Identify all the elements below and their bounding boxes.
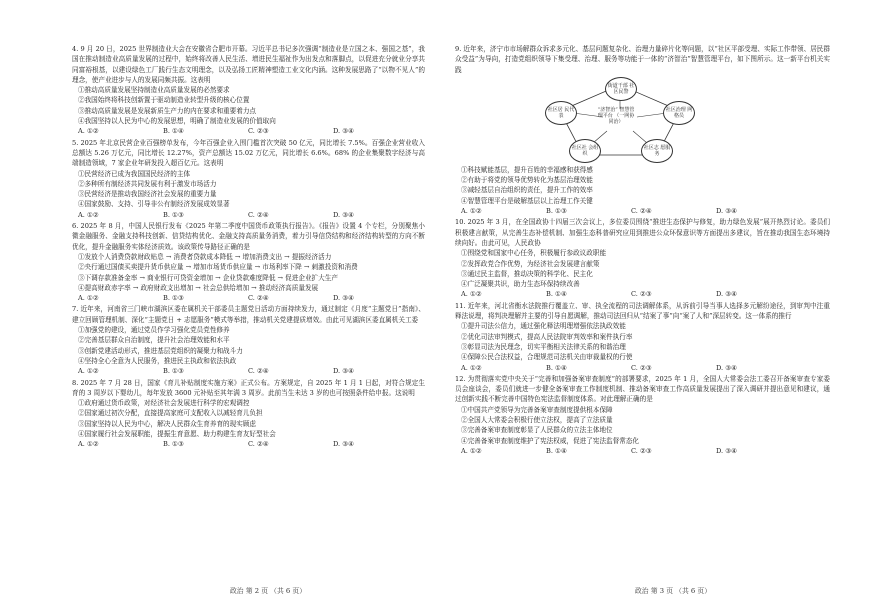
choice-a: A. ①②: [78, 210, 99, 219]
answer-choices: [72, 366, 425, 376]
choice-d: D. ③④: [333, 127, 355, 136]
option: ③国家坚持以人民为中心，解决人民群众生育养育的现实顾虑: [78, 419, 257, 428]
question-10: [455, 217, 830, 299]
diagram-node-left: 社区居 民代表: [545, 101, 577, 125]
option: ①民营经济已成为我国国民经济的主体: [78, 169, 191, 178]
choice-d: D. ③④: [333, 440, 355, 449]
option: ②国家通过初次分配，直接提高家庭可支配收入以减轻育儿负担: [78, 409, 263, 418]
option: ②优化司法审判模式，提高人民法院审判效率和案件执行率: [461, 332, 633, 341]
choice-c: C. ②③: [248, 127, 269, 136]
choice-a: A. ①②: [461, 207, 482, 216]
choice-a: A. ①②: [461, 363, 482, 372]
question-stem: 4. 9 月 20 日，2025 世界制造业大会在安徽省合肥市开幕。习近平总书记多次强调“制造业是立国之本、强国之基”，我国在推动制造业高质量发展的过程中，始终将改善人民生活、增进民生福祉作为出发点和落脚点，以促进充分就业分享共同富裕根基，以建设绿色工厂践行生态文明理念，以及弘扬工匠精神塑造工业文化内涵。这种发展思路了“以物不见人”的理念，使产业进步与人的发展同频共振。这表明: [72, 45, 425, 84]
diagram-node-top: 街道干部 社区民警: [605, 77, 637, 101]
answer-choices: [72, 126, 425, 136]
choice-d: D. ③④: [333, 367, 355, 376]
choice-b: B. ①④: [163, 127, 184, 136]
question-7: [72, 304, 425, 376]
choice-c: C. ②④: [248, 210, 269, 219]
diagram-center-label: “济智治” 智慧管理平台 （一网协同治）: [597, 106, 635, 125]
question-stem: 11. 近年来，河北省衡水法院推行覆盖立、审、执全流程的司法调解体系，从诉前引导当事人选择多元解纷途径，到审判中注重释法说理，将判决理解并主要的引导自愿调解，推动司法回归从“结案了事”向“案了人和”深层转变。这一体系的推行: [455, 301, 830, 321]
question-stem: 12. 为贯彻落实党中央关于“完善和加强备案审查制度”的部署要求，2025 年 1 月，全国人大常委会法工委召开备案审查专家委员会座谈会，委员们就进一步健全备案审查工作制度机制、推动备案审查工作高质量发展提出了深入调研并提出意见和建议，通过创新实践不断完善中国特色宪法监督制度体系。对此理解正确的是: [455, 374, 830, 404]
diagram-node-bottom-left: 社区社 会组织: [569, 139, 601, 163]
option: ①中国共产党领导为完善备案审查制度提供根本保障: [461, 405, 613, 414]
choice-d: D. ③④: [716, 363, 738, 372]
option: ②发挥政党合作优势，为经济社会发展建言献策: [461, 259, 600, 268]
question-8: [72, 378, 425, 450]
option: ①科技赋能基层，提升百姓的幸福感和获得感: [461, 165, 593, 174]
page-footer: 政治 第 3 页 （共 6 页）: [635, 587, 711, 595]
choice-c: C. ②③: [631, 363, 652, 372]
option: ③彰显司法为民理念，切实平衡相关法律关系的和谐治理: [461, 342, 626, 351]
choice-a: A. ①②: [78, 367, 99, 376]
option: ②完善基层群众自治制度，提升社会治理效能和水平: [78, 336, 230, 345]
question-5: [72, 138, 425, 220]
option: ④智慧管理平台是破解基层以上治理工作关键: [461, 196, 593, 205]
option: ②有助于将党的领导优势转化为基层治理效能: [461, 176, 593, 185]
question-stem: 8. 2025 年 7 月 28 日，国家《育儿补贴制度实施方案》正式公布。方案规定，自 2025 年 1 月 1 日起，对符合规定生育的 3 周岁以下婴幼儿，每年发放 3600 元补贴至其年满 3 周岁。此前当生未达 3 岁的也可按照条件给申报。这说明: [72, 378, 425, 397]
question-12: [455, 374, 830, 456]
answer-choices: [455, 206, 830, 216]
answer-choices: [72, 293, 425, 303]
option: ②多种所有制经济共同发展有利于激发市场活力: [78, 179, 217, 188]
option: ③通过民主监督，推动决策的科学化、民主化: [461, 269, 593, 278]
question-stem: 7. 近年来，河南省三门峡市湖滨区委在属机关干部委员主题党日活动方面持续发力，通过制定《月度“主题党日”指南》、建立回顾管理机制、深化“主题党日 + 志愿服务”模式等举措，推动机关党建提质增效。由此可见湖滨区委直属机关工委: [72, 305, 425, 324]
option: ①发放个人消费贷款财政贴息 → 消费者贷款成本降低 → 增加消费支出 → 提振经济活力: [78, 252, 332, 261]
choice-d: D. ③④: [716, 290, 738, 299]
option: ①政府通过货币政策，对经济社会发展进行科学的宏观调控: [78, 399, 250, 408]
question-stem: 9. 近年来，济宁市市场解群众诉求多元化、基层问题复杂化、治理力量碎片化等问题，以“社区平部受理、实际工作带领、居民群众受益”为导向，打造党组织领导下集受理、治理、服务等功能于一体的“济智治”智慧管理平台，如下图所示。这一新平台机关实践: [455, 45, 830, 74]
choice-b: B. ①③: [546, 207, 567, 216]
option: ②我国始终将科技创新置于驱动制造业转型升级的核心位置: [78, 96, 250, 105]
choice-d: D. ③④: [333, 210, 355, 219]
question-6: [72, 221, 425, 303]
answer-choices: [455, 446, 830, 456]
option: ①加强党的建设，通过党员作学习强化党员党性修养: [78, 326, 230, 335]
choice-c: C. ②④: [248, 294, 269, 303]
diagram-node-bottom-right: 社区志 愿服务: [641, 139, 673, 163]
question-stem: 5. 2025 年北京民营企业百强榜单发布，今年百强企业入围门槛首次突破 50 亿元，同比增长 7.5%。百强企业营业收入总额达 5.26 万亿元，同比增长 12.27%，资产总额达 15.02 万亿元，同比增长 6.6%。68% 的企业集聚数字经济与高端制造领域，7 家企业年研发投入超百亿元。这表明: [72, 138, 425, 168]
question-stem: 10. 2025 年 3 月，在全国政协十四届三次会议上，多位委员围绕“推进生态保护与修复，助力绿色发展”展开热烈讨论。委员们积极建言献策，从完善生态补偿机制、加强生态科普研究应用到推进公众环保意识等方面提出多建议，旨在推动我国生态环境持续向好。由此可见，人民政协: [455, 218, 830, 247]
choice-a: A. ①②: [461, 290, 482, 299]
choice-c: C. ②③: [631, 446, 652, 455]
option: ②央行通过国债买卖提升货币供应量 → 增加市场货币供应量 → 市场利率下降 → 刺激投资和消费: [78, 263, 358, 272]
page-footer: 政治 第 2 页 （共 6 页）: [230, 587, 306, 595]
question-11: [455, 301, 830, 373]
option: ④我国坚持以人民为中心的发展思想，明确了制造业发展的价值取向: [78, 117, 276, 126]
choice-c: C. ②③: [631, 290, 652, 299]
choice-b: B. ①③: [163, 294, 184, 303]
option: ①围绕党和国家中心任务，积极履行参政议政职能: [461, 249, 607, 258]
choice-a: A. ①②: [78, 127, 99, 136]
choice-b: B. ①③: [163, 367, 184, 376]
option: ④国家履行社会发展职能，提振生育意愿、助力构建生育友好型社会: [78, 429, 276, 438]
option: ③推动高质量发展是发展新质生产力的内在要求和重要着力点: [78, 106, 257, 115]
answer-choices: [455, 289, 830, 299]
option: ④提高财政赤字率 → 政府财政支出增加 → 社会总供给增加 → 推动经济高质量发展: [78, 283, 319, 292]
choice-c: C. ②④: [631, 207, 652, 216]
choice-c: C. ②④: [248, 440, 269, 449]
choice-a: A. ①②: [78, 440, 99, 449]
option: ③创新党建活动形式，推进基层党组织的凝聚力和战斗力: [78, 346, 243, 355]
option: ①提升司法公信力，通过强化释法明理增强依法执政效能: [461, 322, 626, 331]
option: ③民营经济是推动我国经济社会发展的重要力量: [78, 190, 217, 199]
option: ③减轻基层自治组织的责任，提升工作的效率: [461, 186, 593, 195]
choice-d: D. ③④: [716, 207, 738, 216]
choice-b: B. ①③: [163, 210, 184, 219]
answer-choices: [455, 363, 830, 373]
choice-d: D. ③④: [333, 294, 355, 303]
diagram-node-right: 社区治理 网格员: [663, 101, 695, 125]
choice-c: C. ②④: [248, 367, 269, 376]
choice-b: B. ①④: [546, 363, 567, 372]
question-4: [72, 44, 425, 137]
choice-b: B. ①④: [546, 446, 567, 455]
option: ④广泛凝聚共识，助力生态环保持续改善: [461, 280, 580, 289]
option: ②全国人大常委会积极行使立法权，提高了立法质量: [461, 416, 613, 425]
choice-b: B. ①③: [163, 440, 184, 449]
option: ③完善备案审查制度彰显了人民群众的立法主体地位: [461, 426, 613, 435]
option: ④完善备案审查制度维护了宪法权威，促进了宪法监督常态化: [461, 436, 640, 445]
choice-a: A. ①②: [461, 446, 482, 455]
choice-d: D. ③④: [716, 446, 738, 455]
platform-diagram: [545, 77, 695, 163]
question-9: [455, 44, 830, 216]
question-stem: 6. 2025 年 8 月，中国人民银行发布《2025 年第二季度中国货币政策执行报告》。《报告》设置 4 个专栏，分别聚焦小微金融服务、金融支持科技创新、信贷结构优化、金融支持高质量务消费，着力引导信贷结构和经济结构转型的方向不断优化，提升金融服务实体经济质效。该政策传导路径正确的是: [72, 222, 425, 251]
option: ③下调存款准备金率 → 商业银行可贷资金增加 → 企业贷款难度降低 → 促进企业扩大生产: [78, 273, 338, 282]
option: ①推动高质量发展坚持制造业高质量发展的必然要求: [78, 86, 230, 95]
choice-a: A. ①②: [78, 294, 99, 303]
answer-choices: [72, 439, 425, 449]
option: ④国家鼓励、支持、引导非公有制经济发展成效显著: [78, 200, 230, 209]
answer-choices: [72, 210, 425, 220]
choice-b: B. ①④: [546, 290, 567, 299]
option: ④保障公民合法权益，合理规范司法机关由审裁量权的行使: [461, 353, 633, 362]
page-right: [435, 0, 870, 615]
option: ④坚持全心全意为人民服务，推进民主执政和依法执政: [78, 356, 237, 365]
